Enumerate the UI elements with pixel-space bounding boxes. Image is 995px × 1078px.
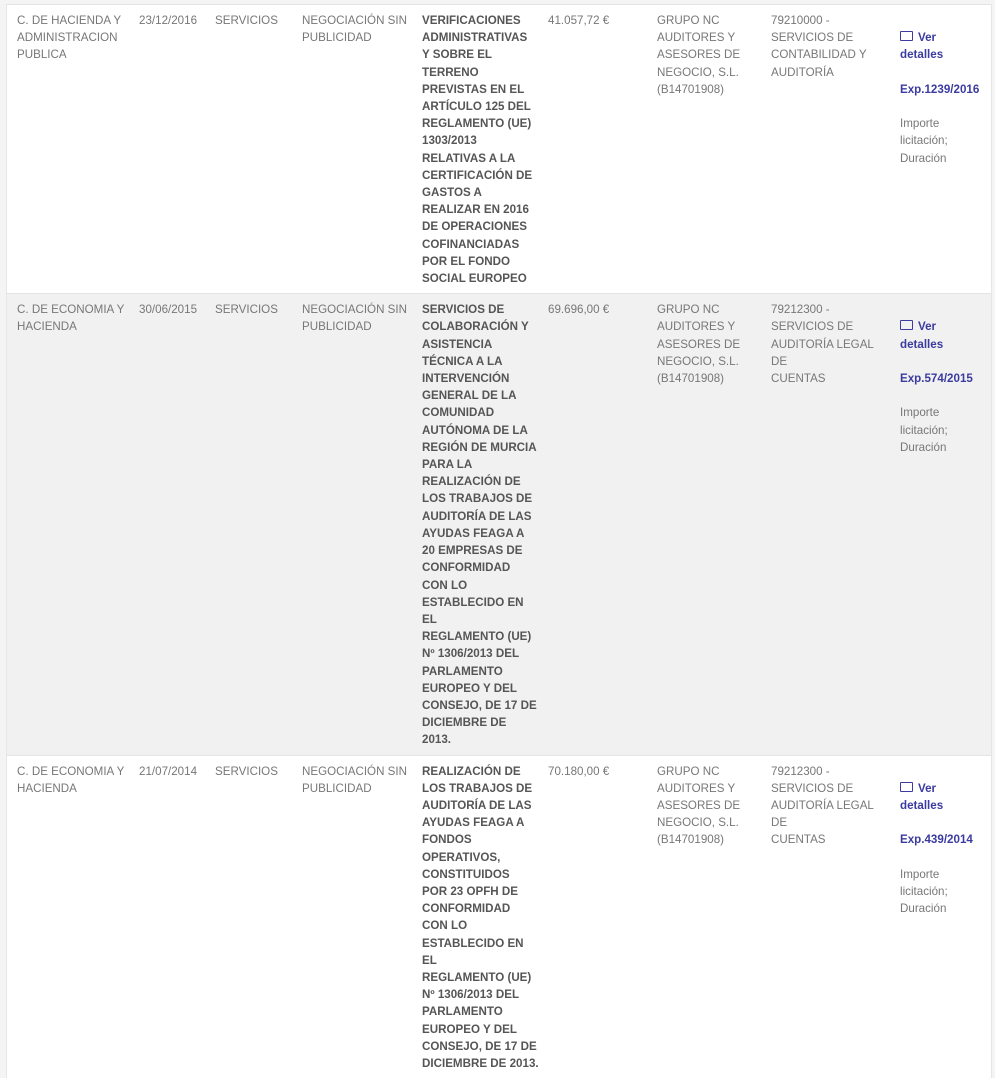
expediente-link[interactable]: Exp.1239/2016 bbox=[900, 82, 980, 96]
fecha-cell: 21/07/2014 bbox=[135, 755, 211, 1078]
table-row bbox=[7, 5, 991, 294]
procedimiento-cell: NEGOCIACIÓN SIN PUBLICIDAD bbox=[298, 5, 418, 294]
link-label: Ver detalles bbox=[900, 31, 944, 62]
organo-cell: C. DE HACIENDA Y ADMINISTRACION PUBLICA bbox=[7, 5, 135, 294]
table-row bbox=[7, 755, 991, 1078]
cpv-cell: 79210000 - SERVICIOS DE CONTABILIDAD Y AUDITORÍA bbox=[767, 5, 896, 294]
tipo-cell: SERVICIOS bbox=[211, 294, 298, 755]
expediente-link[interactable]: Exp.439/2014 bbox=[900, 833, 973, 847]
importe-cell: 70.180,00 € bbox=[544, 755, 653, 1078]
folder-open-icon bbox=[900, 782, 913, 792]
cpv-cell: 79212300 - SERVICIOS DE AUDITORÍA LEGAL DE CUENTAS bbox=[767, 294, 896, 755]
tipo-cell: SERVICIOS bbox=[211, 755, 298, 1078]
folder-open-icon bbox=[900, 31, 913, 41]
details-cell bbox=[896, 294, 991, 755]
details-note: Importe licitación; Duración bbox=[900, 117, 948, 165]
organo-cell: C. DE ECONOMIA Y HACIENDA bbox=[7, 294, 135, 755]
ver-detalles-link[interactable] bbox=[900, 318, 987, 352]
adjudicatario-cell: GRUPO NC AUDITORES Y ASESORES DE NEGOCIO, S.L. (B14701908) bbox=[653, 755, 767, 1078]
expediente-link[interactable]: Exp.574/2015 bbox=[900, 372, 973, 386]
importe-cell: 41.057,72 € bbox=[544, 5, 653, 294]
details-note: Importe licitación; Duración bbox=[900, 867, 948, 916]
objeto-cell: VERIFICACIONES ADMINISTRATIVAS Y SOBRE EL TERRENO PREVISTAS EN EL ARTÍCULO 125 DEL REGLAMENTO (UE) 1303/2013 RELATIVAS A LA CERTIFICACIÓN DE GASTOS A REALIZAR EN 2016 DE OPERACIONES COFINANCIADAS POR EL FONDO SOCIAL EUROPEO bbox=[418, 5, 544, 294]
folder-open-icon bbox=[900, 320, 913, 330]
tipo-cell: SERVICIOS bbox=[211, 5, 298, 294]
table-row bbox=[7, 294, 991, 755]
objeto-cell: REALIZACIÓN DE LOS TRABAJOS DE AUDITORÍA DE LAS AYUDAS FEAGA A FONDOS OPERATIVOS, CONSTITUIDOS POR 23 OPFH DE CONFORMIDAD CON LO ESTABLECIDO EN EL REGLAMENTO (UE) Nº 1306/2013 DEL PARLAMENTO EUROPEO Y DEL CONSEJO, DE 17 DE DICIEMBRE DE 2013. bbox=[418, 755, 544, 1078]
cpv-cell: 79212300 - SERVICIOS DE AUDITORÍA LEGAL DE CUENTAS bbox=[767, 755, 896, 1078]
importe-cell: 69.696,00 € bbox=[544, 294, 653, 755]
details-cell bbox=[896, 755, 991, 1078]
details-note: Importe licitación; Duración bbox=[900, 406, 948, 454]
details-cell bbox=[896, 5, 991, 294]
contracts-table bbox=[7, 4, 991, 1078]
adjudicatario-cell: GRUPO NC AUDITORES Y ASESORES DE NEGOCIO, S.L. (B14701908) bbox=[653, 294, 767, 755]
ver-detalles-link[interactable] bbox=[900, 29, 987, 63]
fecha-cell: 23/12/2016 bbox=[135, 5, 211, 294]
link-label: Ver detalles bbox=[900, 781, 944, 812]
fecha-cell: 30/06/2015 bbox=[135, 294, 211, 755]
link-label: Ver detalles bbox=[900, 320, 944, 351]
procedimiento-cell: NEGOCIACIÓN SIN PUBLICIDAD bbox=[298, 755, 418, 1078]
objeto-cell: SERVICIOS DE COLABORACIÓN Y ASISTENCIA TÉCNICA A LA INTERVENCIÓN GENERAL DE LA COMUNIDAD AUTÓNOMA DE LA REGIÓN DE MURCIA PARA LA REALIZACIÓN DE LOS TRABAJOS DE AUDITORÍA DE LAS AYUDAS FEAGA A 20 EMPRESAS DE CONFORMIDAD CON LO ESTABLECIDO EN EL REGLAMENTO (UE) Nº 1306/2013 DEL PARLAMENTO EUROPEO Y DEL CONSEJO, DE 17 DE DICIEMBRE DE 2013. bbox=[418, 294, 544, 755]
procedimiento-cell: NEGOCIACIÓN SIN PUBLICIDAD bbox=[298, 294, 418, 755]
adjudicatario-cell: GRUPO NC AUDITORES Y ASESORES DE NEGOCIO, S.L. (B14701908) bbox=[653, 5, 767, 294]
organo-cell: C. DE ECONOMIA Y HACIENDA bbox=[7, 755, 135, 1078]
ver-detalles-link[interactable] bbox=[900, 780, 987, 814]
contracts-table-container bbox=[6, 4, 992, 1078]
